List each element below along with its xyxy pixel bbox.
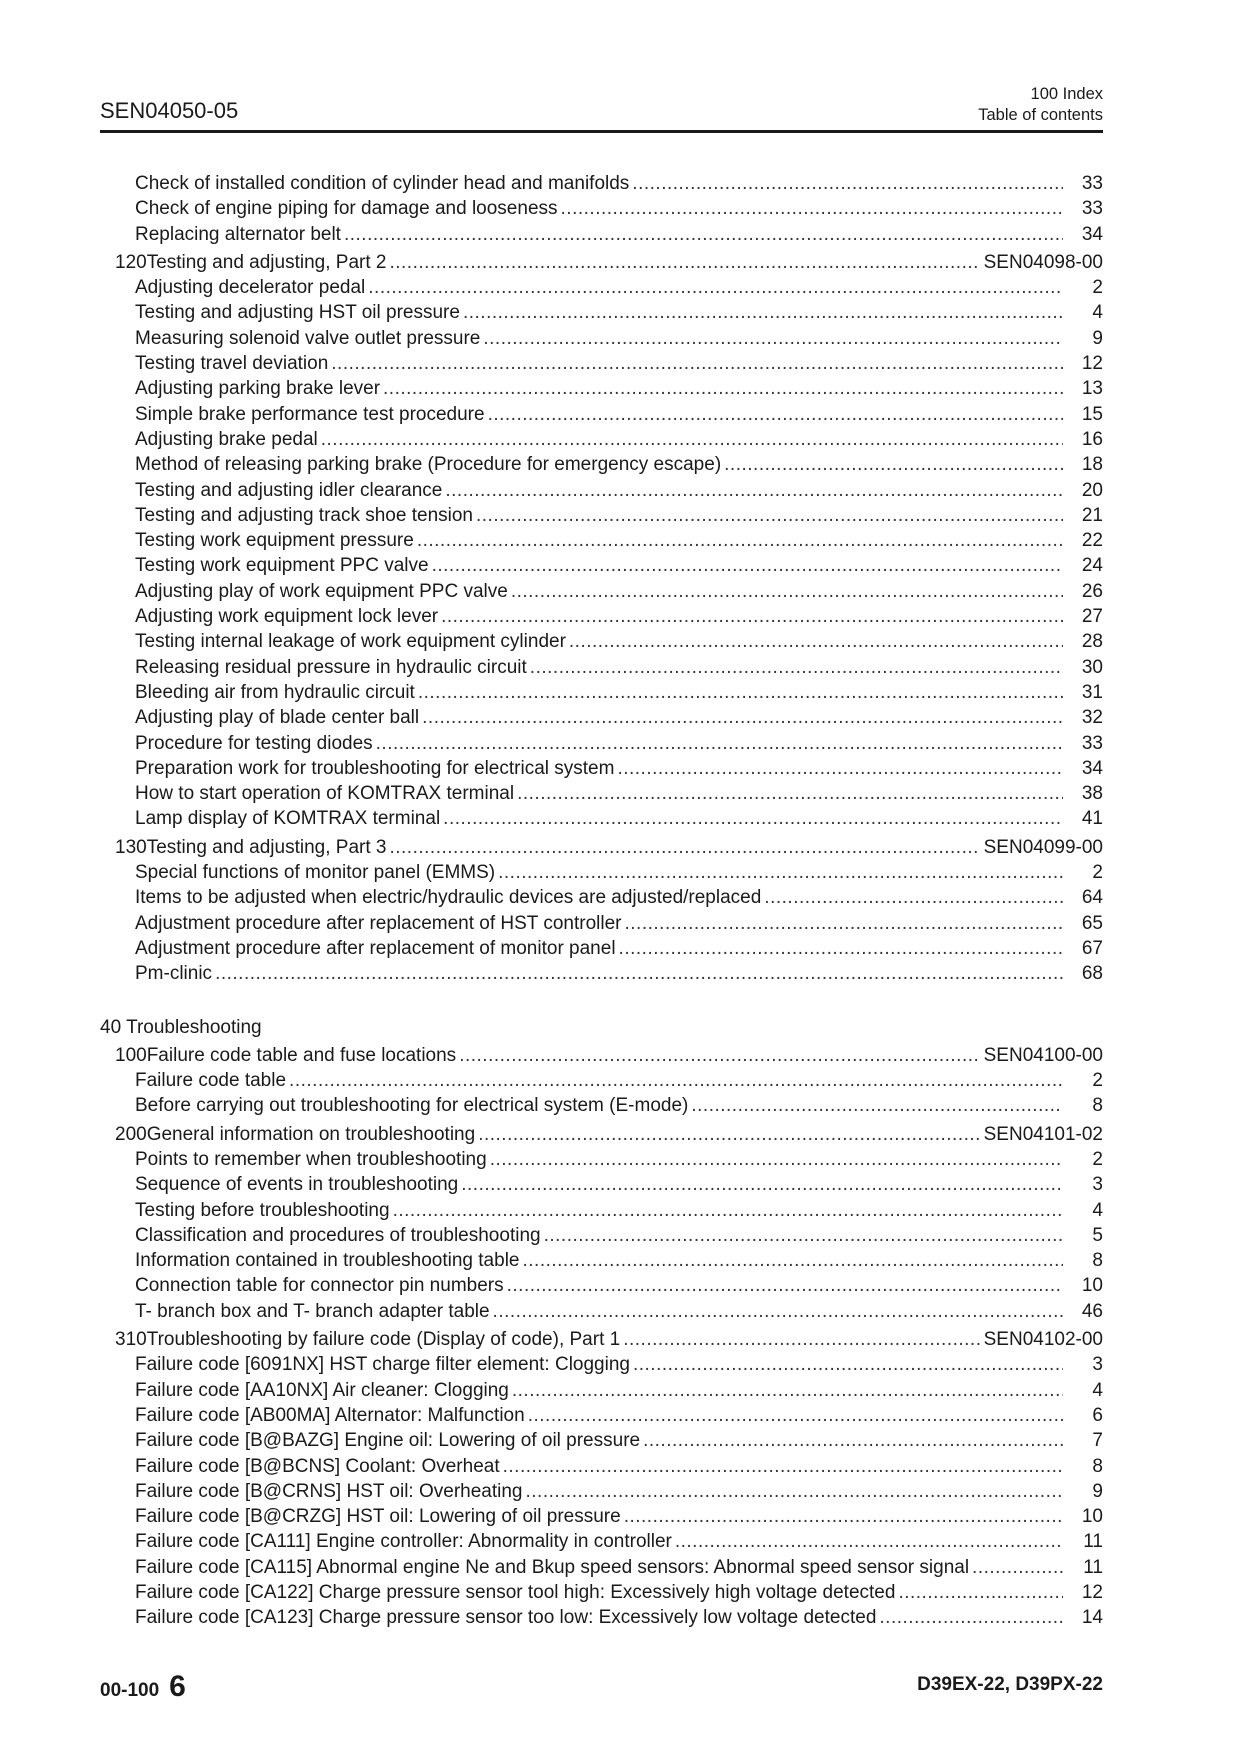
toc-entry-title: Method of releasing parking brake (Procedure for emergency escape) xyxy=(135,454,722,476)
toc-entry-title: Failure code [AB00MA] Alternator: Malfunction xyxy=(135,1404,525,1426)
dot-leader xyxy=(525,1479,1063,1504)
toc-entry-title: T- branch box and T- branch adapter table xyxy=(135,1300,490,1322)
toc-entry-title: General information on troubleshooting xyxy=(146,1123,476,1145)
toc-item-row xyxy=(100,705,1103,730)
toc-item-row xyxy=(100,452,1103,477)
toc-page-reference: 24 xyxy=(1081,555,1103,577)
dot-leader xyxy=(476,503,1063,528)
toc-subsection-number: 310 xyxy=(115,1329,147,1351)
toc-subsection-number: 120 xyxy=(115,251,147,273)
dot-leader xyxy=(493,1299,1063,1324)
toc-page-reference: 41 xyxy=(1081,808,1103,830)
dot-leader xyxy=(879,1605,1063,1630)
toc-page-reference: 38 xyxy=(1081,783,1103,805)
toc-item-row xyxy=(100,1454,1103,1479)
toc-subsection-row xyxy=(100,1043,1103,1068)
dot-leader xyxy=(617,756,1063,781)
dot-leader xyxy=(503,1454,1063,1479)
toc-page-reference: 64 xyxy=(1081,887,1103,909)
toc-item-row xyxy=(100,300,1103,325)
toc-page-reference: 32 xyxy=(1081,707,1103,729)
toc-page-reference: 4 xyxy=(1092,1379,1103,1401)
toc-item-row xyxy=(100,1093,1103,1118)
toc-page-reference: SEN04101-02 xyxy=(983,1123,1103,1145)
toc-entry-title: Before carrying out troubleshooting for electrical system (E-mode) xyxy=(135,1095,689,1117)
toc-page-reference: 5 xyxy=(1092,1224,1103,1246)
toc-entry-title: Items to be adjusted when electric/hydraulic devices are adjusted/replaced xyxy=(135,887,762,909)
toc-page-reference: 15 xyxy=(1081,403,1103,425)
toc-page-reference: 9 xyxy=(1092,327,1103,349)
dot-leader xyxy=(331,351,1063,376)
toc-item-row xyxy=(100,376,1103,401)
toc-entry-title: How to start operation of KOMTRAX terminal xyxy=(135,783,515,805)
toc-page-reference: 33 xyxy=(1081,198,1103,220)
toc-entry-title: Failure code [6091NX] HST charge filter element: Clogging xyxy=(135,1354,630,1376)
toc-entry-title: Points to remember when troubleshooting xyxy=(135,1148,487,1170)
toc-page-reference: 12 xyxy=(1081,353,1103,375)
toc-item-row xyxy=(100,1147,1103,1172)
toc-entry-title: Lamp display of KOMTRAX terminal xyxy=(135,808,441,830)
toc-page-reference: 9 xyxy=(1092,1480,1103,1502)
toc-page-reference: 34 xyxy=(1081,757,1103,779)
dot-leader xyxy=(544,1223,1063,1248)
dot-leader xyxy=(443,806,1063,831)
toc-item-row xyxy=(100,579,1103,604)
dot-leader xyxy=(418,680,1063,705)
dot-leader xyxy=(488,402,1063,427)
section-name: 100 Index xyxy=(1030,85,1103,103)
toc-page-reference: 46 xyxy=(1081,1300,1103,1322)
toc-entry-title: Failure code [B@CRZG] HST oil: Lowering of oil pressure xyxy=(135,1506,621,1528)
dot-leader xyxy=(463,300,1063,325)
toc-entry-title: Testing and adjusting, Part 2 xyxy=(146,251,387,273)
toc-subsection-number: 130 xyxy=(115,836,147,858)
toc-page-reference: 26 xyxy=(1081,580,1103,602)
toc-entry-title: Information contained in troubleshooting table xyxy=(135,1250,520,1272)
dot-leader xyxy=(289,1068,1063,1093)
toc-entry-title: Simple brake performance test procedure xyxy=(135,403,485,425)
dot-leader xyxy=(445,478,1063,503)
dot-leader xyxy=(490,1147,1063,1172)
toc-entry-title: Check of installed condition of cylinder head and manifolds xyxy=(135,173,630,194)
toc-page-reference: 30 xyxy=(1081,656,1103,678)
toc-entry-title: Testing work equipment PPC valve xyxy=(135,555,429,577)
toc-item-row xyxy=(100,1555,1103,1580)
toc-page-reference: 10 xyxy=(1081,1275,1103,1297)
toc-item-row xyxy=(100,781,1103,806)
toc-item-row xyxy=(100,503,1103,528)
toc-entry-title: Adjusting parking brake lever xyxy=(135,378,381,400)
toc-page-reference: 12 xyxy=(1081,1582,1103,1604)
footer-models: D39EX-22, D39PX-22 xyxy=(917,1674,1103,1695)
toc-page-reference: 11 xyxy=(1083,1531,1103,1553)
toc-page-reference: 68 xyxy=(1081,963,1103,985)
toc-page-reference: 4 xyxy=(1092,1199,1103,1221)
toc-item-row xyxy=(100,1378,1103,1403)
toc-page-reference: 67 xyxy=(1081,937,1103,959)
toc-page-reference: 33 xyxy=(1081,173,1103,194)
toc-subsection-row xyxy=(100,1122,1103,1147)
toc-page-reference: 2 xyxy=(1092,1148,1103,1170)
toc-subsection-number: 200 xyxy=(115,1123,147,1145)
toc-page-reference: 31 xyxy=(1081,681,1103,703)
toc-entry-title: Special functions of monitor panel (EMMS) xyxy=(135,862,496,884)
toc-entry-title: Adjustment procedure after replacement of monitor panel xyxy=(135,937,616,959)
dot-leader xyxy=(528,1403,1063,1428)
toc-item-row xyxy=(100,1479,1103,1504)
dot-leader xyxy=(691,1093,1063,1118)
toc-entry-title: Connection table for connector pin numbers xyxy=(135,1275,504,1297)
dot-leader xyxy=(972,1555,1063,1580)
toc-page-reference: SEN04099-00 xyxy=(983,836,1103,858)
toc-page-reference: 3 xyxy=(1092,1354,1103,1376)
dot-leader xyxy=(511,579,1063,604)
dot-leader xyxy=(368,275,1063,300)
toc-item-row xyxy=(100,885,1103,910)
toc-page-reference: 3 xyxy=(1092,1174,1103,1196)
toc-page-reference: 6 xyxy=(1092,1404,1103,1426)
toc-entry-title: Failure code [AA10NX] Air cleaner: Clogging xyxy=(135,1379,509,1401)
toc-item-row xyxy=(100,1172,1103,1197)
toc-item-row xyxy=(100,1223,1103,1248)
dot-leader xyxy=(522,1248,1063,1273)
toc-entry-title: Pm-clinic xyxy=(135,963,213,985)
toc-item-row xyxy=(100,478,1103,503)
document-code: SEN04050-05 xyxy=(100,98,239,123)
toc-page-reference: 28 xyxy=(1081,631,1103,653)
subsection-name: Table of contents xyxy=(978,106,1103,124)
toc-item-row xyxy=(100,731,1103,756)
toc-subsection-row xyxy=(100,1327,1103,1352)
toc-item-row xyxy=(100,1198,1103,1223)
toc-page-reference: 2 xyxy=(1092,277,1103,299)
dot-leader xyxy=(675,1529,1063,1554)
toc-subsection-row xyxy=(100,250,1103,275)
dot-leader xyxy=(898,1580,1063,1605)
header-section-info xyxy=(978,84,1103,126)
toc-item-row xyxy=(100,604,1103,629)
toc-item-row xyxy=(100,1352,1103,1377)
toc-entry-title: Failure code [B@CRNS] HST oil: Overheating xyxy=(135,1480,523,1502)
toc-item-row xyxy=(100,936,1103,961)
dot-leader xyxy=(764,885,1063,910)
toc-page-reference: 8 xyxy=(1092,1455,1103,1477)
toc-item-row xyxy=(100,1248,1103,1273)
toc-item-row xyxy=(100,351,1103,376)
toc-item-row xyxy=(100,1529,1103,1554)
toc-entry-title: Failure code [CA122] Charge pressure sensor tool high: Excessively high voltage detected xyxy=(135,1582,896,1604)
toc-item-row xyxy=(100,911,1103,936)
toc-entry-title: Testing work equipment pressure xyxy=(135,530,414,552)
toc-entry-title: Troubleshooting by failure code (Display of code), Part 1 xyxy=(146,1329,621,1351)
dot-leader xyxy=(321,427,1063,452)
dot-leader xyxy=(724,452,1063,477)
toc-entry-title: Testing and adjusting idler clearance xyxy=(135,479,443,501)
toc-subsection-row xyxy=(100,835,1103,860)
toc-entry-title: Testing internal leakage of work equipment cylinder xyxy=(135,631,566,653)
toc-page-reference: 16 xyxy=(1081,428,1103,450)
dot-leader xyxy=(507,1273,1063,1298)
toc-page-reference: 22 xyxy=(1081,530,1103,552)
toc-entry-title: Adjusting brake pedal xyxy=(135,428,318,450)
toc-page-reference: 20 xyxy=(1081,479,1103,501)
toc-item-row xyxy=(100,222,1103,247)
dot-leader xyxy=(483,326,1063,351)
toc-item-row xyxy=(100,171,1103,196)
page-header xyxy=(100,80,1103,133)
toc-page-reference: 8 xyxy=(1092,1250,1103,1272)
dot-leader xyxy=(633,1352,1063,1377)
toc-item-row xyxy=(100,961,1103,986)
toc-page-reference: 11 xyxy=(1083,1556,1103,1578)
toc-item-row xyxy=(100,756,1103,781)
toc-item-row xyxy=(100,1605,1103,1630)
dot-leader xyxy=(561,196,1063,221)
toc-entry-title: Adjusting decelerator pedal xyxy=(135,277,366,299)
dot-leader xyxy=(643,1428,1063,1453)
dot-leader xyxy=(376,731,1063,756)
toc-entry-title: Check of engine piping for damage and looseness xyxy=(135,198,558,220)
toc-item-row xyxy=(100,427,1103,452)
toc-subsection-number: 100 xyxy=(115,1044,147,1066)
toc-item-row xyxy=(100,1504,1103,1529)
toc-section-title: 40 Troubleshooting xyxy=(100,1016,262,1038)
dot-leader xyxy=(517,781,1063,806)
dot-leader xyxy=(459,1043,979,1068)
toc-item-row xyxy=(100,1299,1103,1324)
dot-leader xyxy=(389,250,979,275)
toc-entry-title: Failure code [CA111] Engine controller: Abnormality in controller xyxy=(135,1531,672,1553)
toc-entry-title: Testing travel deviation xyxy=(135,353,329,375)
dot-leader xyxy=(344,222,1063,247)
toc-page-reference: 21 xyxy=(1081,504,1103,526)
toc-entry-title: Preparation work for troubleshooting for electrical system xyxy=(135,757,615,779)
dot-leader xyxy=(461,1172,1063,1197)
toc-item-row xyxy=(100,1580,1103,1605)
toc-item-row xyxy=(100,1068,1103,1093)
toc-entry-title: Testing and adjusting track shoe tension xyxy=(135,504,473,526)
footer-page-code xyxy=(100,1670,186,1704)
dot-leader xyxy=(389,835,979,860)
toc-entry-title: Failure code table xyxy=(135,1070,287,1092)
toc-item-row xyxy=(100,860,1103,885)
page-code: 00-100 xyxy=(100,1680,160,1701)
toc-entry-title: Testing and adjusting HST oil pressure xyxy=(135,302,460,324)
dot-leader xyxy=(530,655,1063,680)
toc-item-row xyxy=(100,196,1103,221)
toc-item-row xyxy=(100,1273,1103,1298)
toc-page-reference: 10 xyxy=(1081,1506,1103,1528)
toc-entry-title: Failure code [B@BCNS] Coolant: Overheat xyxy=(135,1455,500,1477)
toc-entry-title: Adjusting play of blade center ball xyxy=(135,707,420,729)
toc-page-reference: 13 xyxy=(1081,378,1103,400)
toc-page-reference: 14 xyxy=(1081,1607,1103,1629)
toc-item-row xyxy=(100,806,1103,831)
dot-leader xyxy=(417,528,1063,553)
dot-leader xyxy=(383,376,1063,401)
toc-item-row xyxy=(100,680,1103,705)
toc-page-reference: SEN04100-00 xyxy=(983,1044,1103,1066)
toc-page-reference: 2 xyxy=(1092,862,1103,884)
toc-entry-title: Adjustment procedure after replacement of HST controller xyxy=(135,912,622,934)
toc-entry-title: Testing before troubleshooting xyxy=(135,1199,390,1221)
table-of-contents xyxy=(100,171,1103,1631)
toc-page-reference: 4 xyxy=(1092,302,1103,324)
dot-leader xyxy=(619,936,1063,961)
dot-leader xyxy=(478,1122,979,1147)
toc-page-reference: 7 xyxy=(1092,1430,1103,1452)
toc-item-row xyxy=(100,528,1103,553)
toc-page-reference: 33 xyxy=(1081,732,1103,754)
toc-entry-title: Measuring solenoid valve outlet pressure xyxy=(135,327,481,349)
toc-entry-title: Adjusting play of work equipment PPC valve xyxy=(135,580,508,602)
dot-leader xyxy=(623,1327,979,1352)
toc-entry-title: Releasing residual pressure in hydraulic circuit xyxy=(135,656,527,678)
toc-item-row xyxy=(100,553,1103,578)
toc-section-heading xyxy=(100,1015,1103,1040)
toc-item-row xyxy=(100,326,1103,351)
toc-page-reference: 65 xyxy=(1081,912,1103,934)
revision-number: 6 xyxy=(169,1670,186,1703)
toc-entry-title: Bleeding air from hydraulic circuit xyxy=(135,681,415,703)
toc-page-reference: 34 xyxy=(1081,223,1103,245)
toc-item-row xyxy=(100,1403,1103,1428)
toc-page-reference: 18 xyxy=(1081,454,1103,476)
toc-entry-title: Failure code [CA115] Abnormal engine Ne and Bkup speed sensors: Abnormal speed sensor signal xyxy=(135,1556,970,1578)
toc-item-row xyxy=(100,629,1103,654)
dot-leader xyxy=(632,171,1063,196)
dot-leader xyxy=(215,961,1063,986)
toc-item-row xyxy=(100,1428,1103,1453)
toc-entry-title: Procedure for testing diodes xyxy=(135,732,373,754)
toc-page-reference: SEN04098-00 xyxy=(983,251,1103,273)
dot-leader xyxy=(569,629,1063,654)
toc-item-row xyxy=(100,402,1103,427)
dot-leader xyxy=(498,860,1063,885)
toc-page-reference: SEN04102-00 xyxy=(983,1329,1103,1351)
toc-entry-title: Failure code [B@BAZG] Engine oil: Lowering of oil pressure xyxy=(135,1430,641,1452)
toc-entry-title: Classification and procedures of troubleshooting xyxy=(135,1224,541,1246)
dot-leader xyxy=(625,911,1064,936)
dot-leader xyxy=(441,604,1063,629)
toc-entry-title: Failure code table and fuse locations xyxy=(146,1044,457,1066)
toc-page-reference: 27 xyxy=(1081,606,1103,628)
dot-leader xyxy=(422,705,1063,730)
toc-item-row xyxy=(100,275,1103,300)
toc-item-row xyxy=(100,655,1103,680)
dot-leader xyxy=(393,1198,1063,1223)
toc-entry-title: Adjusting work equipment lock lever xyxy=(135,606,439,628)
dot-leader xyxy=(432,553,1063,578)
toc-entry-title: Replacing alternator belt xyxy=(135,223,341,245)
toc-entry-title: Sequence of events in troubleshooting xyxy=(135,1174,459,1196)
toc-entry-title: Testing and adjusting, Part 3 xyxy=(146,836,387,858)
toc-page-reference: 8 xyxy=(1092,1095,1103,1117)
dot-leader xyxy=(512,1378,1063,1403)
toc-entry-title: Failure code [CA123] Charge pressure sensor too low: Excessively low voltage detected xyxy=(135,1607,877,1629)
dot-leader xyxy=(624,1504,1063,1529)
toc-page-reference: 2 xyxy=(1092,1070,1103,1092)
